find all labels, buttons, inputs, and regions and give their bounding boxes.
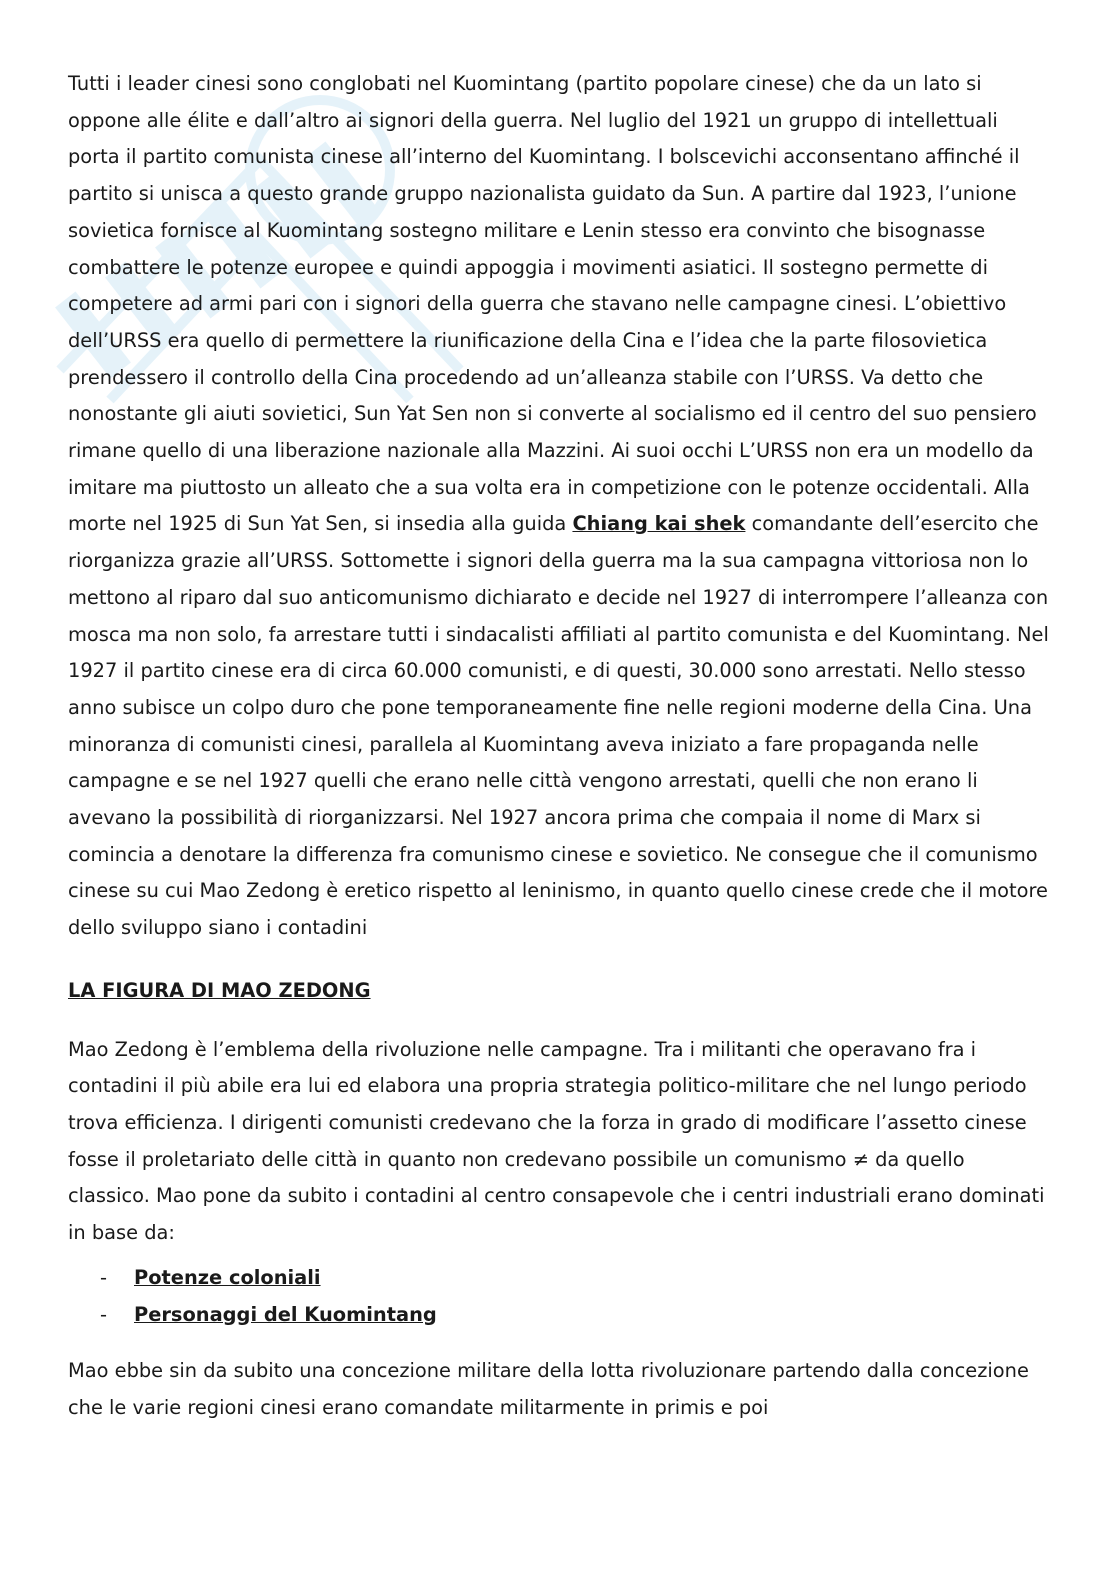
paragraph1-part2: comandante dell’esercito che riorganizza grazie all’URSS. Sottomette i signori della guerra ma la sua campagna vittoriosa non lo mettono al riparo dal suo anticomunismo dichiarato e decide nel 1927 di interrompere l’alleanza con mosca ma non solo, fa arrestare tutti i sindacalisti affiliati al partito comunista e del Kuomintang. Nel 1927 il partito cinese era di circa 60.000 comunisti, e di questi, 30.000 sono arrestati. Nello stesso anno subisce un colpo duro che pone temporaneamente fine nelle regioni moderne della Cina. Una minoranza di comunisti cinesi, parallela al Kuomintang aveva iniziato a fare propaganda nelle campagne e se nel 1927 quelli che erano nelle città vengono arrestati, quelli che non erano li avevano la possibilità di riorganizzarsi. Nel 1927 ancora prima che compaia il nome di Marx si comincia a denotare la differenza fra comunismo cinese e sovietico. Ne consegue che il comunismo cinese su cui Mao Zedong è eretico rispetto al leninismo, in quanto quello cinese crede che il motore dello sviluppo siano i contadini <box>68 512 1049 940</box>
bullet-dash: - <box>100 1302 107 1326</box>
paragraph-military: Mao ebbe sin da subito una concezione militare della lotta rivoluzionare partendo dalla concezione che le varie regioni cinesi erano comandate militarmente in primis e poi <box>68 1359 1029 1419</box>
bullet-dash: - <box>100 1265 107 1289</box>
bullet-text: Personaggi del Kuomintang <box>134 1302 437 1326</box>
paragraph-mao: Mao Zedong è l’emblema della rivoluzione nelle campagne. Tra i militanti che operavano fra i contadini il più abile era lui ed elabora una propria strategia politico-militare che nel lungo periodo trova efficienza. I dirigenti comunisti credevano che la forza in grado di modificare l’assetto cinese fosse il proletariato delle città in quanto non credevano possibile un comunismo ≠ da quello classico. Mao pone da subito i contadini al centro consapevole che i centri industriali erano dominati in base da: <box>68 1037 1045 1245</box>
paragraph-kuomintang <box>68 66 1050 947</box>
chiang-kai-shek-link[interactable]: Chiang kai shek <box>572 512 746 536</box>
bullet-list <box>68 1260 1050 1333</box>
document-page <box>68 66 1050 1427</box>
list-item <box>68 1297 1050 1334</box>
paragraph1-part1: Tutti i leader cinesi sono conglobati nel Kuomintang (partito popolare cinese) che da un lato si oppone alle élite e dall’altro ai signori della guerra. Nel luglio del 1921 un gruppo di intellettuali porta il partito comunista cinese all’interno del Kuomintang. I bolscevichi acconsentano affinché il partito si unisca a questo grande gruppo nazionalista guidato da Sun. A partire dal 1923, l’unione sovietica fornisce al Kuomintang sostegno militare e Lenin stesso era convinto che bisognasse combattere le potenze europee e quindi appoggia i movimenti asiatici. Il sostegno permette di competere ad armi pari con i signori della guerra che stavano nelle campagne cinesi. L’obiettivo dell’URSS era quello di permettere la riunificazione della Cina e l’idea che la parte filosovietica prendessero il controllo della Cina procedendo ad un’alleanza stabile con l’URSS. Va detto che nonostante gli aiuti sovietici, Sun Yat Sen non si converte al socialismo ed il centro del suo pensiero rimane quello di una liberazione nazionale alla Mazzini. Ai suoi occhi L’URSS non era un modello da imitare ma piuttosto un alleato che a sua volta era in competizione con le potenze occidentali. Alla morte nel 1925 di Sun Yat Sen, si insedia alla guida <box>68 72 1037 536</box>
section-heading: LA FIGURA DI MAO ZEDONG <box>68 978 371 1002</box>
bullet-text: Potenze coloniali <box>134 1265 321 1289</box>
list-item <box>68 1260 1050 1297</box>
